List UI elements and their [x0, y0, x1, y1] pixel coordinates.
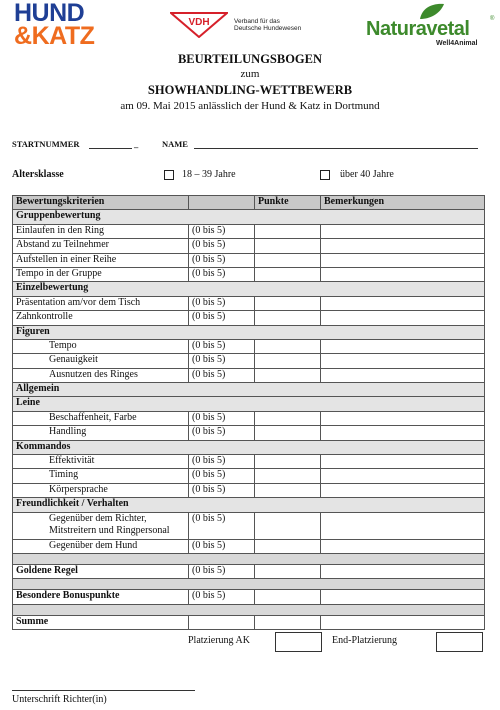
evaluation-table — [12, 195, 485, 630]
table-body — [13, 210, 485, 630]
criterion-label: Einlaufen in den Ring — [13, 224, 189, 238]
bemerkungen-cell[interactable] — [321, 483, 485, 497]
punkte-cell[interactable] — [255, 239, 321, 253]
punkte-cell[interactable] — [255, 411, 321, 425]
punkte-cell[interactable] — [255, 469, 321, 483]
bemerkungen-cell[interactable] — [321, 411, 485, 425]
punkte-cell[interactable] — [255, 354, 321, 368]
bemerkungen-cell[interactable] — [321, 615, 485, 629]
section-row — [13, 440, 485, 454]
section-label: Allgemein — [13, 383, 485, 397]
end-platzierung-label: End-Platzierung — [332, 635, 397, 646]
criterion-label: Tempo — [13, 339, 189, 353]
spacer-cell — [13, 579, 485, 590]
score-range: (0 bis 5) — [189, 411, 255, 425]
criterion-label: Besondere Bonuspunkte — [13, 590, 189, 604]
criterion-label-line2: Mitstreitern und Ringpersonal — [49, 524, 170, 536]
punkte-cell[interactable] — [255, 267, 321, 281]
section-row — [13, 498, 485, 512]
punkte-cell[interactable] — [255, 253, 321, 267]
hund-katz-logo — [14, 2, 110, 52]
spacer-row — [13, 553, 485, 564]
criterion-label: Zahnkontrolle — [13, 311, 189, 325]
punkte-cell[interactable] — [255, 564, 321, 578]
event-line: am 09. Mai 2015 anlässlich der Hund & Katz in Dortmund — [120, 100, 380, 112]
score-range: (0 bis 5) — [189, 368, 255, 382]
bemerkungen-cell[interactable] — [321, 539, 485, 553]
bemerkungen-cell[interactable] — [321, 564, 485, 578]
criterion-label: Effektivität — [13, 455, 189, 469]
startnummer-label: STARTNUMMER — [12, 139, 80, 149]
section-label: Freundlichkeit / Verhalten — [13, 498, 485, 512]
criterion-label: Präsentation am/vor dem Tisch — [13, 296, 189, 310]
vdh-badge-icon — [170, 12, 228, 38]
platzierung-ak-box[interactable] — [275, 632, 322, 652]
header-kriterien: Bewertungskriterien — [13, 196, 189, 210]
criterion-label: Beschaffenheit, Farbe — [13, 411, 189, 425]
checkbox-ueber-40[interactable] — [320, 170, 330, 180]
bemerkungen-cell[interactable] — [321, 354, 485, 368]
criterion-row — [13, 426, 485, 440]
criterion-label: Summe — [13, 615, 189, 629]
bemerkungen-cell[interactable] — [321, 590, 485, 604]
score-range: (0 bis 5) — [189, 339, 255, 353]
startnummer-suffix: _ — [134, 139, 139, 149]
table-header-row — [13, 196, 485, 210]
section-row — [13, 210, 485, 224]
spacer-cell — [13, 553, 485, 564]
criterion-row — [13, 615, 485, 629]
platzierung-ak-label: Platzierung AK — [188, 635, 250, 646]
vdh-name-line2: Deutsche Hundewesen — [234, 25, 302, 32]
punkte-cell[interactable] — [255, 615, 321, 629]
criterion-row — [13, 483, 485, 497]
score-range: (0 bis 5) — [189, 239, 255, 253]
header-range — [189, 196, 255, 210]
section-row — [13, 282, 485, 296]
criterion-row — [13, 539, 485, 553]
bemerkungen-cell[interactable] — [321, 426, 485, 440]
punkte-cell[interactable] — [255, 426, 321, 440]
naturavetal-wordmark: Naturavetal — [366, 18, 470, 40]
criterion-label: Tempo in der Gruppe — [13, 267, 189, 281]
section-row — [13, 397, 485, 411]
bemerkungen-cell[interactable] — [321, 296, 485, 310]
bemerkungen-cell[interactable] — [321, 253, 485, 267]
criterion-row — [13, 564, 485, 578]
score-range — [189, 615, 255, 629]
criterion-label: Körpersprache — [13, 483, 189, 497]
section-label: Einzelbewertung — [13, 282, 485, 296]
vdh-badge-text: VDH — [188, 17, 210, 28]
criterion-row — [13, 354, 485, 368]
criterion-label: Goldene Regel — [13, 564, 189, 578]
criterion-label-line1: Gegenüber dem Richter, — [49, 512, 147, 524]
naturavetal-logo — [366, 2, 496, 50]
naturavetal-tagline: Well4Animal — [436, 40, 478, 47]
page-subtitle: SHOWHANDLING-WETTBEWERB — [147, 83, 353, 97]
criterion-label: Handling — [13, 426, 189, 440]
header-punkte: Punkte — [255, 196, 321, 210]
vdh-logo — [170, 12, 320, 40]
vdh-name-line1: Verband für das — [234, 18, 280, 25]
score-range: (0 bis 5) — [189, 455, 255, 469]
criterion-label: Abstand zu Teilnehmer — [13, 239, 189, 253]
bemerkungen-cell[interactable] — [321, 455, 485, 469]
punkte-cell[interactable] — [255, 483, 321, 497]
bemerkungen-cell[interactable] — [321, 512, 485, 539]
section-label: Leine — [13, 397, 485, 411]
criterion-row — [13, 512, 485, 539]
name-label: NAME — [162, 139, 188, 149]
score-range: (0 bis 5) — [189, 354, 255, 368]
punkte-cell[interactable] — [255, 339, 321, 353]
criterion-label: Aufstellen in einer Reihe — [13, 253, 189, 267]
criterion-label — [13, 512, 189, 539]
criterion-row — [13, 267, 485, 281]
score-range: (0 bis 5) — [189, 512, 255, 539]
criterion-row — [13, 411, 485, 425]
section-label: Figuren — [13, 325, 485, 339]
option-ueber-40-label: über 40 Jahre — [340, 169, 394, 180]
criterion-label: Genauigkeit — [13, 354, 189, 368]
end-platzierung-box[interactable] — [436, 632, 483, 652]
score-range: (0 bis 5) — [189, 483, 255, 497]
bemerkungen-cell[interactable] — [321, 267, 485, 281]
signature-line[interactable] — [12, 690, 195, 691]
score-range: (0 bis 5) — [189, 590, 255, 604]
criterion-row — [13, 224, 485, 238]
score-range: (0 bis 5) — [189, 253, 255, 267]
bemerkungen-cell[interactable] — [321, 469, 485, 483]
section-row — [13, 383, 485, 397]
criterion-row — [13, 311, 485, 325]
spacer-row — [13, 604, 485, 615]
score-range: (0 bis 5) — [189, 296, 255, 310]
checkbox-18-39[interactable] — [164, 170, 174, 180]
hund-katz-logo-amp: & — [14, 22, 32, 50]
score-range: (0 bis 5) — [189, 539, 255, 553]
punkte-cell[interactable] — [255, 539, 321, 553]
punkte-cell[interactable] — [255, 512, 321, 539]
punkte-cell[interactable] — [255, 455, 321, 469]
score-range: (0 bis 5) — [189, 426, 255, 440]
title-block — [0, 52, 500, 113]
header-bemerkungen: Bemerkungen — [321, 196, 485, 210]
page-title: BEURTEILUNGSBOGEN — [177, 52, 323, 66]
score-range: (0 bis 5) — [189, 469, 255, 483]
spacer-row — [13, 579, 485, 590]
criterion-row — [13, 590, 485, 604]
punkte-cell[interactable] — [255, 296, 321, 310]
section-label: Gruppenbewertung — [13, 210, 485, 224]
startnummer-field[interactable] — [89, 148, 132, 149]
signature-label: Unterschrift Richter(in) — [12, 694, 107, 705]
criterion-row — [13, 455, 485, 469]
score-range: (0 bis 5) — [189, 224, 255, 238]
bemerkungen-cell[interactable] — [321, 311, 485, 325]
altersklasse-label: Altersklasse — [12, 169, 64, 180]
hund-katz-logo-line1: HUND — [14, 0, 85, 27]
punkte-cell[interactable] — [255, 368, 321, 382]
criterion-row — [13, 339, 485, 353]
hund-katz-logo-line2: KATZ — [31, 22, 95, 50]
bemerkungen-cell[interactable] — [321, 368, 485, 382]
score-range: (0 bis 5) — [189, 311, 255, 325]
criterion-label: Gegenüber dem Hund — [13, 539, 189, 553]
title-connector: zum — [240, 68, 260, 80]
bemerkungen-cell[interactable] — [321, 239, 485, 253]
punkte-cell[interactable] — [255, 224, 321, 238]
punkte-cell[interactable] — [255, 590, 321, 604]
score-range: (0 bis 5) — [189, 564, 255, 578]
criterion-label: Timing — [13, 469, 189, 483]
name-field[interactable] — [194, 148, 478, 149]
criterion-row — [13, 253, 485, 267]
spacer-cell — [13, 604, 485, 615]
score-range: (0 bis 5) — [189, 267, 255, 281]
criterion-label: Ausnutzen des Ringes — [13, 368, 189, 382]
section-row — [13, 325, 485, 339]
naturavetal-reg: ® — [490, 16, 495, 22]
bemerkungen-cell[interactable] — [321, 339, 485, 353]
option-18-39-label: 18 – 39 Jahre — [182, 169, 236, 180]
section-label: Kommandos — [13, 440, 485, 454]
punkte-cell[interactable] — [255, 311, 321, 325]
bemerkungen-cell[interactable] — [321, 224, 485, 238]
criterion-row — [13, 296, 485, 310]
criterion-row — [13, 368, 485, 382]
criterion-row — [13, 469, 485, 483]
criterion-row — [13, 239, 485, 253]
